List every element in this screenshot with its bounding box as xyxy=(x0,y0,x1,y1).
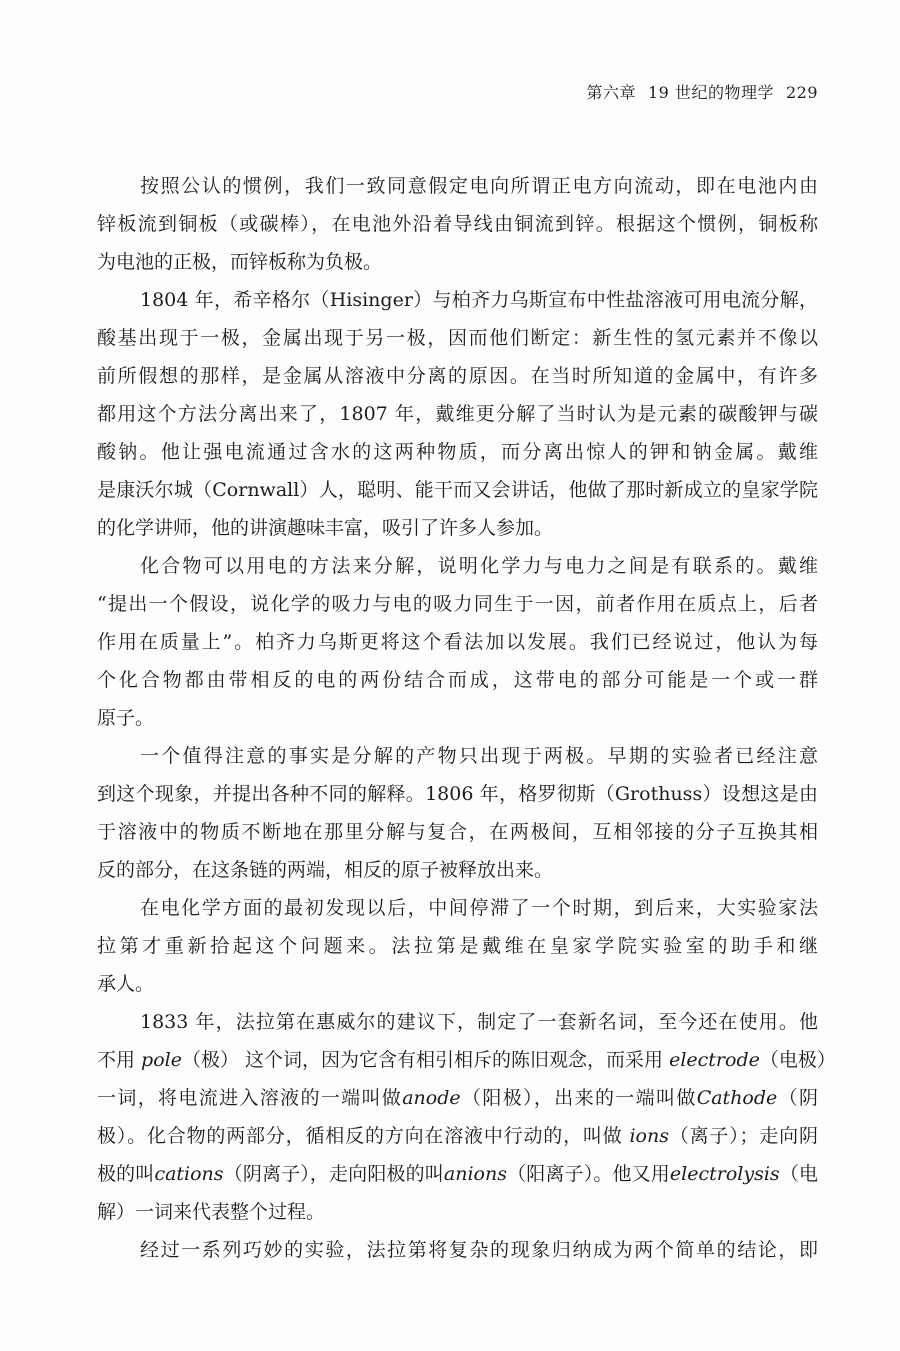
paragraph xyxy=(97,1231,818,1269)
text-line: 解）一词来代表整个过程。 xyxy=(97,1201,326,1223)
chapter-title: 19 世纪的物理学 xyxy=(648,83,774,102)
text-run: （离子）；走向阴 xyxy=(668,1125,818,1147)
text-line: 于溶液中的物质不断地在那里分解与复合，在两极间，互相邻接的分子互换其相 xyxy=(97,821,818,843)
text-run: 极的叫 xyxy=(97,1163,155,1185)
text-line: 前所假想的那样，是金属从溶液中分离的原因。在当时所知道的金属中，有许多 xyxy=(97,365,818,387)
body-text xyxy=(97,167,836,1269)
text-line: 在电化学方面的最初发现以后，中间停滞了一个时期，到后来，大实验家法 xyxy=(140,897,818,919)
text-line: 酸钠。他让强电流通过含水的这两种物质，而分离出惊人的钾和钠金属。戴维 xyxy=(97,441,818,463)
text-line: “提出一个假设，说化学的吸力与电的吸力同生于一因，前者作用在质点上，后者 xyxy=(97,593,818,615)
paragraph xyxy=(97,889,818,1003)
text-line: 是康沃尔城（Cornwall）人，聪明、能干而又会讲话，他做了那时新成立的皇家学院 xyxy=(97,479,818,501)
text-run: （阳极），出来的一端叫做 xyxy=(460,1087,697,1109)
text-line: 酸基出现于一极，金属出现于另一极，因而他们断定：新生性的氢元素并不像以 xyxy=(97,327,818,349)
text-line: 为电池的正极，而锌板称为负极。 xyxy=(97,251,383,273)
text-run: 不用 xyxy=(97,1049,142,1071)
text-run: （阳离子）。他又用 xyxy=(506,1163,670,1185)
italic-term: pole xyxy=(141,1049,182,1071)
text-line: 经过一系列巧妙的实验，法拉第将复杂的现象归纳成为两个简单的结论，即 xyxy=(140,1239,818,1261)
text-line: 1833 年，法拉第在惠威尔的建议下，制定了一套新名词，至今还在使用。他 xyxy=(140,1011,818,1033)
text-line: 拉第才重新拾起这个问题来。法拉第是戴维在皇家学院实验室的助手和继 xyxy=(97,935,818,957)
text-run: 极）。化合物的两部分，循相反的方向在溶液中行动的，叫做 xyxy=(97,1125,630,1147)
italic-term: cations xyxy=(154,1163,224,1185)
text-line: 化合物可以用电的方法来分解，说明化学力与电力之间是有联系的。戴维 xyxy=(140,555,818,577)
paragraph xyxy=(97,167,818,281)
text-line: 作用在质量上”。柏齐力乌斯更将这个看法加以发展。我们已经说过，他认为每 xyxy=(97,631,818,653)
text-line: 反的部分，在这条链的两端，相反的原子被释放出来。 xyxy=(97,859,554,881)
text-run: 一词，将电流进入溶液的一端叫做 xyxy=(97,1087,403,1109)
chapter-label: 第六章 xyxy=(586,83,636,102)
text-run: （极） 这个词，因为它含有相引相斥的陈旧观念，而采用 xyxy=(181,1049,670,1071)
text-line xyxy=(97,1079,818,1117)
italic-term: anions xyxy=(443,1163,507,1185)
italic-term: ions xyxy=(629,1125,669,1147)
italic-term: anode xyxy=(402,1087,461,1109)
text-line: 个化合物都由带相反的电的两份结合而成，这带电的部分可能是一个或一群 xyxy=(97,669,818,691)
text-line: 锌板流到铜板（或碳棒），在电池外沿着导线由铜流到锌。根据这个惯例，铜板称 xyxy=(97,213,818,235)
text-line: 一个值得注意的事实是分解的产物只出现于两极。早期的实验者已经注意 xyxy=(140,745,818,767)
text-run: （电极） xyxy=(759,1049,836,1071)
text-line xyxy=(97,1117,818,1155)
text-line: 到这个现象，并提出各种不同的解释。1806 年，格罗彻斯（Grothuss）设想这是由 xyxy=(97,783,818,805)
paragraph xyxy=(97,1003,836,1231)
italic-term: Cathode xyxy=(696,1087,778,1109)
text-line xyxy=(97,1041,836,1079)
text-line: 1804 年，希辛格尔（Hisinger）与柏齐力乌斯宣布中性盐溶液可用电流分解， xyxy=(140,289,818,311)
italic-term: electrode xyxy=(669,1049,760,1071)
text-line: 按照公认的惯例，我们一致同意假定电向所谓正电方向流动，即在电池内由 xyxy=(140,175,818,197)
paragraph xyxy=(97,281,818,547)
running-head xyxy=(586,80,818,106)
text-run: （电 xyxy=(779,1163,818,1185)
italic-term: electrolysis xyxy=(669,1163,780,1185)
text-line: 原子。 xyxy=(97,707,155,729)
text-run: （阴离子），走向阳极的叫 xyxy=(223,1163,444,1185)
paragraph xyxy=(97,737,818,889)
text-line: 承人。 xyxy=(97,973,155,995)
text-line: 都用这个方法分离出来了，1807 年，戴维更分解了当时认为是元素的碳酸钾与碳 xyxy=(97,403,818,425)
text-line: 的化学讲师，他的讲演趣味丰富，吸引了许多人参加。 xyxy=(97,517,554,539)
text-line xyxy=(97,1155,818,1193)
page-number: 229 xyxy=(785,83,818,102)
paragraph xyxy=(97,547,818,737)
text-run: （阴 xyxy=(777,1087,818,1109)
